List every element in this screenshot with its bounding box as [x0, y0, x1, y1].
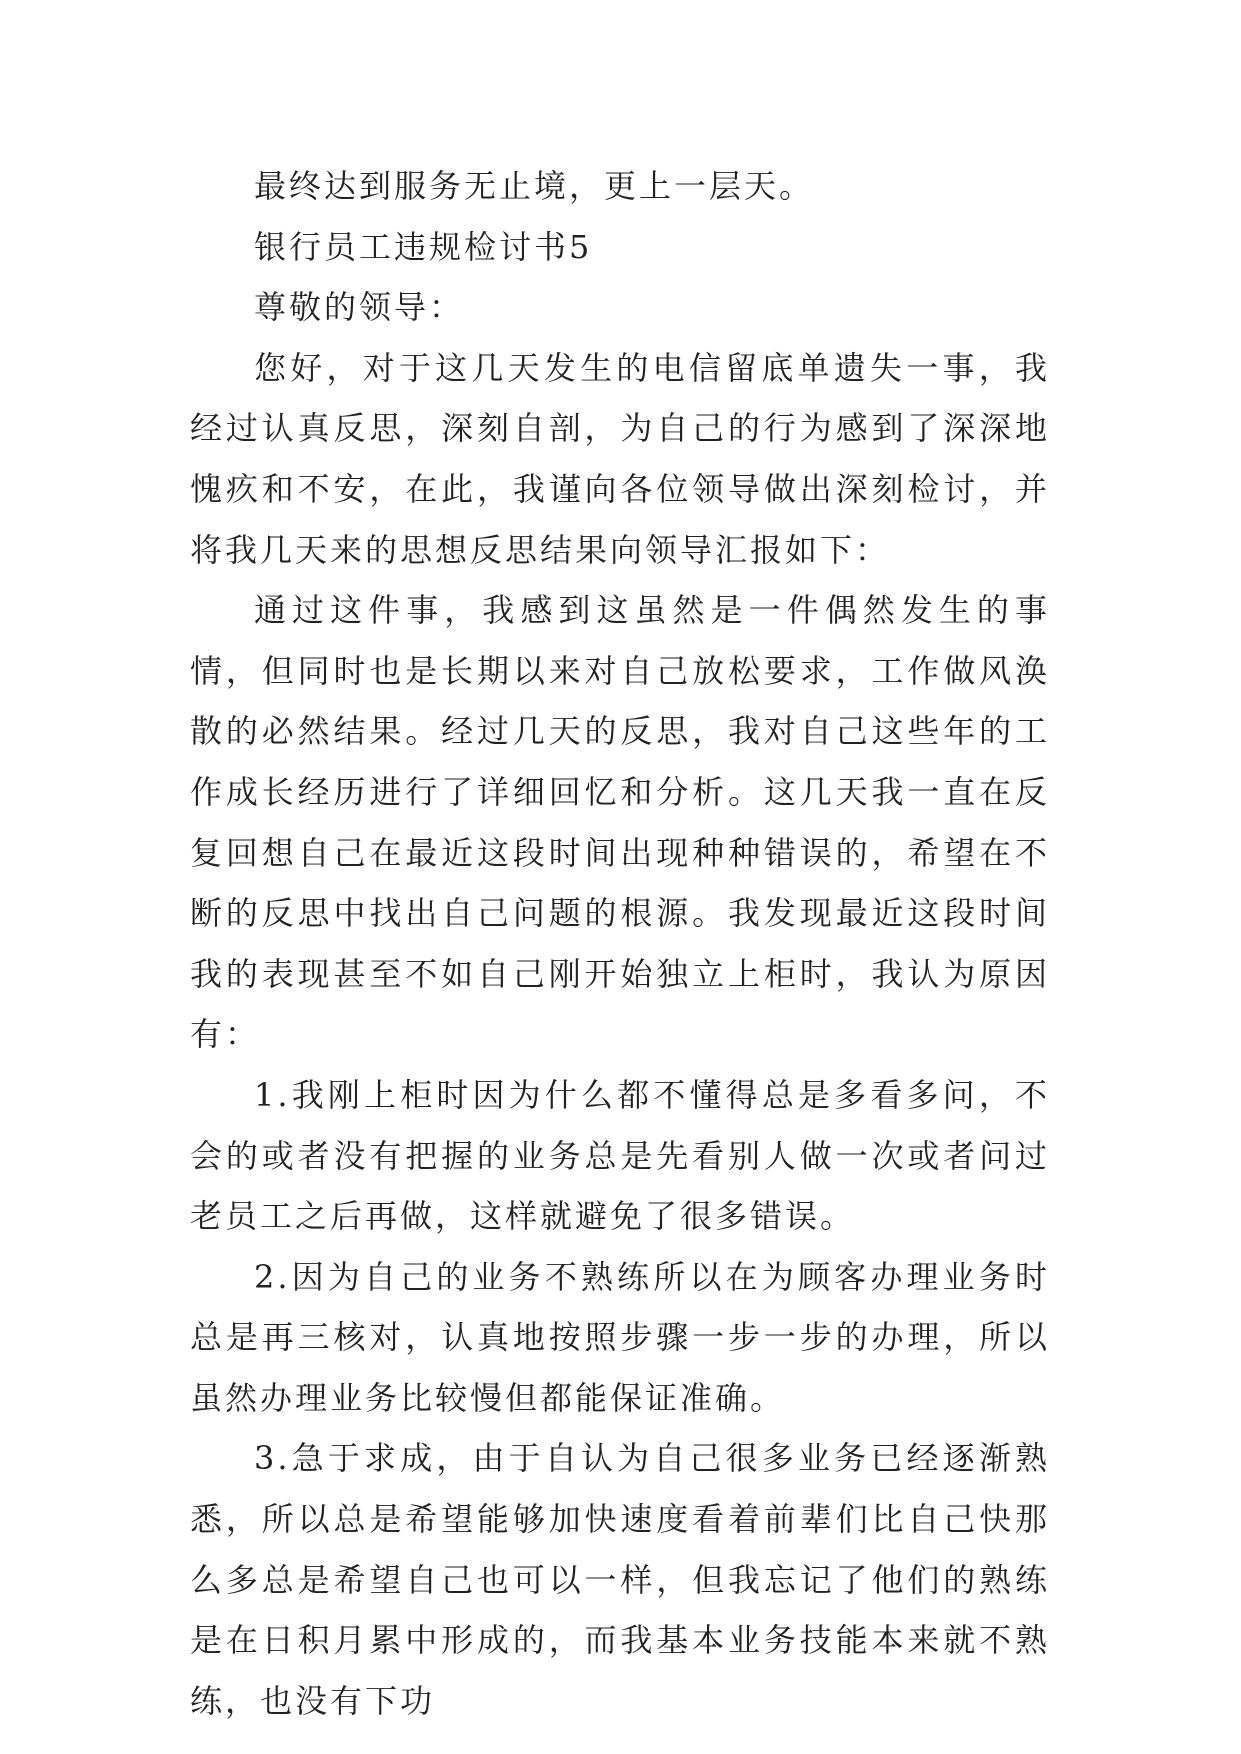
paragraph-closing-line: 最终达到服务无止境，更上一层天。 [254, 167, 815, 205]
paragraph-reflection: 通过这件事，我感到这虽然是一件偶然发生的事情，但同时也是长期以来对自己放松要求，工作做风涣散的必然结果。经过几天的反思，我对自己这些年的工作成长经历进行了详细回忆和分析。这几天我一直在反复回想自己在最近这段时间出现种种错误的，希望在不断的反思中找出自己问题的根源。我发现最近这段时间我的表现甚至不如自己刚开始独立上柜时，我认为原因有： [190, 591, 1050, 1054]
document-body [190, 156, 1050, 1731]
section-heading: 银行员工违规检讨书5 [254, 227, 593, 266]
salutation: 尊敬的领导： [254, 288, 465, 327]
list-item-1: 1.我刚上柜时因为什么都不懂得总是多看多问，不会的或者没有把握的业务总是先看别人做一次或者问过老员工之后再做，这样就避免了很多错误。 [190, 1075, 1050, 1236]
paragraph-intro: 您好，对于这几天发生的电信留底单遗失一事，我经过认真反思，深刻自剖，为自己的行为感到了深深地愧疚和不安，在此，我谨向各位领导做出深刻检讨，并将我几天来的思想反思结果向领导汇报如下： [190, 348, 1050, 569]
list-item-3: 3.急于求成，由于自认为自己很多业务已经逐渐熟悉，所以总是希望能够加快速度看着前辈们比自己快那么多总是希望自己也可以一样，但我忘记了他们的熟练是在日积月累中形成的，而我基本业务技能本来就不熟练，也没有下功 [190, 1439, 1050, 1720]
list-item-2: 2.因为自己的业务不熟练所以在为顾客办理业务时总是再三核对，认真地按照步骤一步一步的办理，所以虽然办理业务比较慢但都能保证准确。 [190, 1257, 1050, 1417]
